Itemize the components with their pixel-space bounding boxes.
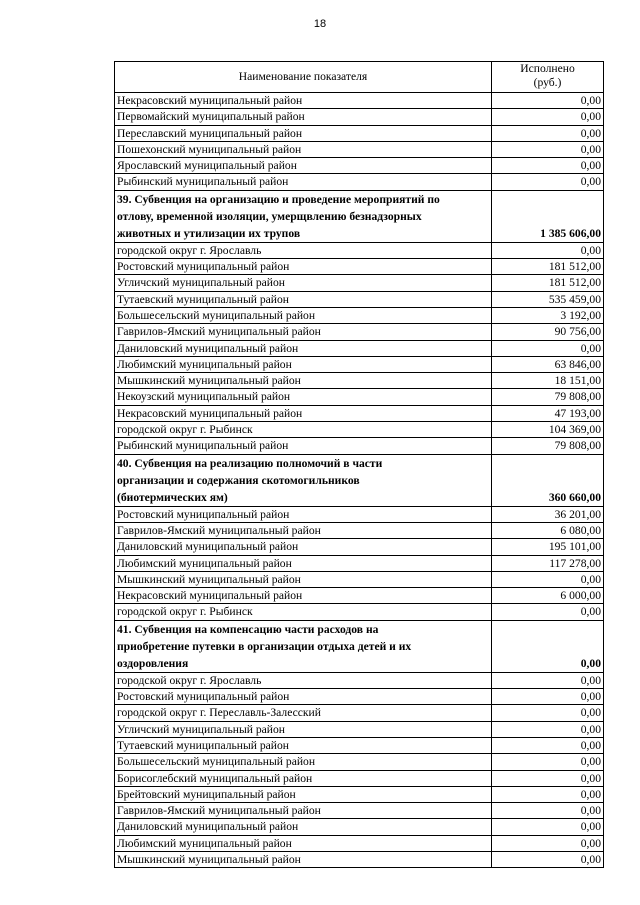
executed-amount: 0,00 (492, 125, 604, 141)
table-row (115, 506, 604, 522)
executed-amount: 6 000,00 (492, 588, 604, 604)
section-title (115, 620, 492, 672)
table-row (115, 522, 604, 538)
municipality-name: Большесельский муниципальный район (115, 754, 492, 770)
municipality-name: городской округ г. Рыбинск (115, 422, 492, 438)
section-title-line: 41. Субвенция на компенсацию части расходов на (117, 622, 379, 636)
executed-amount: 0,00 (492, 770, 604, 786)
municipality-name: Тутаевский муниципальный район (115, 291, 492, 307)
section-total: 360 660,00 (492, 454, 604, 506)
executed-amount: 0,00 (492, 141, 604, 157)
table-row (115, 259, 604, 275)
table-row (115, 389, 604, 405)
table-row (115, 539, 604, 555)
table-row (115, 851, 604, 867)
table-row (115, 125, 604, 141)
section-title-line: приобретение путевки в организации отдыха детей и их (117, 639, 412, 653)
municipality-name: Любимский муниципальный район (115, 835, 492, 851)
executed-amount: 0,00 (492, 851, 604, 867)
executed-amount: 79 808,00 (492, 438, 604, 454)
executed-amount: 181 512,00 (492, 259, 604, 275)
table-row (115, 705, 604, 721)
municipality-name: Большесельский муниципальный район (115, 307, 492, 323)
municipality-name: Мышкинский муниципальный район (115, 571, 492, 587)
section-title-line: организации и содержания скотомогильников (117, 473, 360, 487)
municipality-name: Любимский муниципальный район (115, 555, 492, 571)
section-title-line: оздоровления (117, 656, 189, 670)
municipality-name: Рыбинский муниципальный район (115, 174, 492, 190)
section-total: 1 385 606,00 (492, 190, 604, 242)
table-row (115, 438, 604, 454)
table-row (115, 141, 604, 157)
executed-amount: 181 512,00 (492, 275, 604, 291)
executed-amount: 195 101,00 (492, 539, 604, 555)
executed-amount: 0,00 (492, 158, 604, 174)
table-row (115, 835, 604, 851)
table-row (115, 689, 604, 705)
executed-amount: 0,00 (492, 721, 604, 737)
municipality-name: Некоузский муниципальный район (115, 389, 492, 405)
municipality-name: городской округ г. Переславль-Залесский (115, 705, 492, 721)
executed-amount: 0,00 (492, 803, 604, 819)
municipality-name: Угличский муниципальный район (115, 275, 492, 291)
municipality-name: Брейтовский муниципальный район (115, 786, 492, 802)
table-header (115, 62, 604, 93)
table-row (115, 786, 604, 802)
executed-amount: 90 756,00 (492, 324, 604, 340)
execution-table (114, 61, 604, 868)
executed-amount: 0,00 (492, 835, 604, 851)
table-row (115, 324, 604, 340)
municipality-name: Некрасовский муниципальный район (115, 588, 492, 604)
table-row (115, 291, 604, 307)
table-row (115, 604, 604, 620)
table-row (115, 737, 604, 753)
executed-amount: 0,00 (492, 604, 604, 620)
municipality-name: Борисоглебский муниципальный район (115, 770, 492, 786)
municipality-name: Мышкинский муниципальный район (115, 373, 492, 389)
municipality-name: городской округ г. Ярославль (115, 242, 492, 258)
table-row (115, 174, 604, 190)
municipality-name: Любимский муниципальный район (115, 356, 492, 372)
section-title-line: 39. Субвенция на организацию и проведение мероприятий по (117, 192, 440, 206)
executed-amount: 6 080,00 (492, 522, 604, 538)
executed-amount: 0,00 (492, 242, 604, 258)
municipality-name: Угличский муниципальный район (115, 721, 492, 737)
section-title-line: отлову, временной изоляции, умерщвлению безнадзорных (117, 209, 422, 223)
table-row (115, 422, 604, 438)
municipality-name: Тутаевский муниципальный район (115, 737, 492, 753)
executed-amount: 63 846,00 (492, 356, 604, 372)
section-total: 0,00 (492, 620, 604, 672)
municipality-name: Даниловский муниципальный район (115, 819, 492, 835)
municipality-name: Ярославский муниципальный район (115, 158, 492, 174)
table-row (115, 340, 604, 356)
municipality-name: Гаврилов-Ямский муниципальный район (115, 522, 492, 538)
executed-amount: 36 201,00 (492, 506, 604, 522)
municipality-name: городской округ г. Ярославль (115, 672, 492, 688)
executed-amount: 117 278,00 (492, 555, 604, 571)
section-row (115, 190, 604, 242)
executed-amount: 0,00 (492, 689, 604, 705)
indicator-name-header: Наименование показателя (115, 62, 492, 93)
section-title-line: животных и утилизации их трупов (117, 226, 301, 240)
municipality-name: Ростовский муниципальный район (115, 689, 492, 705)
table-row (115, 307, 604, 323)
section-title-line: (биотермических ям) (117, 490, 228, 504)
table-body (115, 93, 604, 868)
municipality-name: Гаврилов-Ямский муниципальный район (115, 803, 492, 819)
table-row (115, 275, 604, 291)
municipality-name: Гаврилов-Ямский муниципальный район (115, 324, 492, 340)
table-row (115, 405, 604, 421)
table-row (115, 571, 604, 587)
table-row (115, 373, 604, 389)
executed-amount: 0,00 (492, 819, 604, 835)
municipality-name: Пошехонский муниципальный район (115, 141, 492, 157)
executed-amount: 0,00 (492, 754, 604, 770)
table-row (115, 721, 604, 737)
executed-amount: 0,00 (492, 786, 604, 802)
municipality-name: Некрасовский муниципальный район (115, 405, 492, 421)
municipality-name: Первомайский муниципальный район (115, 109, 492, 125)
table-row (115, 242, 604, 258)
table-row (115, 588, 604, 604)
table-row (115, 672, 604, 688)
table-row (115, 803, 604, 819)
table-row (115, 770, 604, 786)
executed-amount: 3 192,00 (492, 307, 604, 323)
municipality-name: Даниловский муниципальный район (115, 539, 492, 555)
table-row (115, 109, 604, 125)
executed-amount: 0,00 (492, 737, 604, 753)
municipality-name: Мышкинский муниципальный район (115, 851, 492, 867)
table-row (115, 158, 604, 174)
table-row (115, 93, 604, 109)
executed-header-line1: Исполнено (520, 62, 575, 75)
municipality-name: Ростовский муниципальный район (115, 506, 492, 522)
executed-amount: 18 151,00 (492, 373, 604, 389)
table-row (115, 754, 604, 770)
executed-amount: 47 193,00 (492, 405, 604, 421)
municipality-name: Рыбинский муниципальный район (115, 438, 492, 454)
executed-amount: 535 459,00 (492, 291, 604, 307)
page-number: 18 (313, 18, 327, 30)
section-title (115, 190, 492, 242)
municipality-name: Ростовский муниципальный район (115, 259, 492, 275)
executed-amount: 0,00 (492, 672, 604, 688)
table-row (115, 555, 604, 571)
executed-amount: 79 808,00 (492, 389, 604, 405)
section-row (115, 620, 604, 672)
executed-header-line2: (руб.) (533, 76, 562, 89)
municipality-name: Некрасовский муниципальный район (115, 93, 492, 109)
municipality-name: Переславский муниципальный район (115, 125, 492, 141)
table-row (115, 819, 604, 835)
executed-amount: 0,00 (492, 174, 604, 190)
executed-amount: 0,00 (492, 109, 604, 125)
section-title-line: 40. Субвенция на реализацию полномочий в части (117, 456, 383, 470)
executed-amount: 0,00 (492, 571, 604, 587)
header-row (115, 62, 604, 93)
table-row (115, 356, 604, 372)
executed-amount: 0,00 (492, 705, 604, 721)
executed-amount-header (492, 62, 604, 93)
municipality-name: Даниловский муниципальный район (115, 340, 492, 356)
section-title (115, 454, 492, 506)
executed-amount: 0,00 (492, 340, 604, 356)
executed-amount: 0,00 (492, 93, 604, 109)
section-row (115, 454, 604, 506)
executed-amount: 104 369,00 (492, 422, 604, 438)
municipality-name: городской округ г. Рыбинск (115, 604, 492, 620)
